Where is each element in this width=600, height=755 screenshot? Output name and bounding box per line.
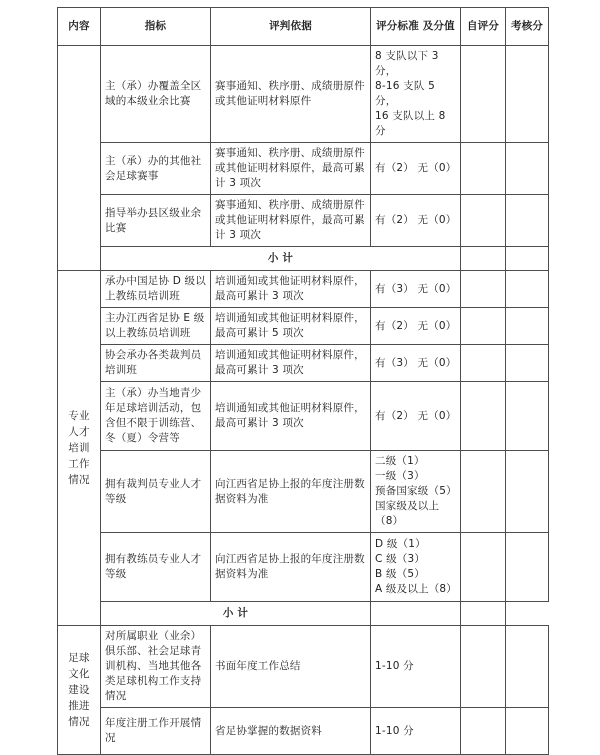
criteria-line: 一级（3） [375,470,425,482]
table-row [58,143,549,195]
criteria-cell [371,143,461,195]
table-row [58,46,549,143]
evaluation-table [57,7,549,755]
criteria-line: 有（2） 无（0） [375,319,457,332]
table-header-row [58,8,549,46]
category-line: 建设 [68,684,90,696]
review-score-cell[interactable] [506,308,549,345]
category-line: 培训 [68,442,90,454]
self-score-cell[interactable] [461,382,506,451]
indicator-cell: 主（承）办当地青少年足球培训活动，包含但不限于训练营、冬（夏）令营等 [101,382,211,451]
basis-cell: 赛事通知、秩序册、成绩册原件或其他证明材料原件，最高可累计 3 项次 [211,195,371,247]
category-cell-section-1 [58,271,101,626]
criteria-cell [371,708,461,755]
self-score-cell[interactable] [461,308,506,345]
category-line: 情况 [68,716,90,728]
category-line: 人才 [68,426,90,438]
indicator-cell: 主（承）办覆盖全区域的本级业余比赛 [101,46,211,143]
self-score-cell[interactable] [461,533,506,602]
subtotal-row [58,247,549,271]
indicator-cell: 协会承办各类裁判员培训班 [101,345,211,382]
subtotal-review-score-cell[interactable] [506,247,549,271]
criteria-cell [371,345,461,382]
column-header-self-score: 自评分 [461,8,506,46]
review-score-cell[interactable] [506,451,549,533]
table-row [58,533,549,602]
criteria-line: 有（3） 无（0） [375,282,457,295]
criteria-cell [371,382,461,451]
basis-cell: 向江西省足协上报的年度注册数据资料为准 [211,533,371,602]
basis-cell: 培训通知或其他证明材料原件，最高可累计 3 项次 [211,271,371,308]
subtotal-self-score-cell[interactable] [371,602,461,626]
criteria-header-line-2: 及分值 [422,20,455,32]
criteria-line: 1-10 分 [375,724,414,737]
criteria-line: 有（2） 无（0） [375,409,457,422]
criteria-line: 国家级及以上（8） [375,500,440,527]
criteria-line: D 级（1） [375,538,426,550]
basis-cell: 向江西省足协上报的年度注册数据资料为准 [211,451,371,533]
criteria-line: B 级（5） [375,568,425,580]
criteria-line: 1-10 分 [375,660,414,672]
indicator-cell: 拥有裁判员专业人才等级 [101,451,211,533]
indicator-cell: 对所属职业（业余）俱乐部、社会足球青训机构、当地其他各类足球机构工作支持情况 [101,626,211,708]
indicator-cell: 主办江西省足协 E 级以上教练员培训班 [101,308,211,345]
column-header-review-score: 考核分 [506,8,549,46]
category-line: 专业 [68,410,90,422]
basis-cell: 赛事通知、秩序册、成绩册原件或其他证明材料原件 [211,46,371,143]
criteria-line: 二级（1） [375,455,425,467]
indicator-cell: 承办中国足协 D 级以上教练员培训班 [101,271,211,308]
self-score-cell[interactable] [461,271,506,308]
table-row [58,345,549,382]
review-score-cell[interactable] [506,708,549,755]
indicator-cell: 年度注册工作开展情况 [101,708,211,755]
criteria-cell [371,626,461,708]
self-score-cell[interactable] [461,143,506,195]
self-score-cell[interactable] [461,708,506,755]
indicator-cell: 拥有教练员专业人才等级 [101,533,211,602]
table-row [58,708,549,755]
column-header-criteria [371,8,461,46]
self-score-cell[interactable] [461,46,506,143]
criteria-cell [371,308,461,345]
basis-cell: 书面年度工作总结 [211,626,371,708]
criteria-line: 有（3） 无（0） [375,356,457,369]
criteria-header-line-1: 评分标准 [376,20,419,32]
column-header-indicator: 指标 [101,8,211,46]
category-cell-section-2 [58,626,101,755]
table-row [58,195,549,247]
basis-cell: 培训通知或其他证明材料原件，最高可累计 3 项次 [211,345,371,382]
basis-cell: 培训通知或其他证明材料原件，最高可累计 3 项次 [211,382,371,451]
evaluation-sheet [57,7,548,755]
category-line: 推进 [68,700,90,712]
category-line: 情况 [68,474,90,486]
review-score-cell[interactable] [506,345,549,382]
criteria-cell [371,195,461,247]
subtotal-self-score-cell[interactable] [461,247,506,271]
basis-cell: 赛事通知、秩序册、成绩册原件或其他证明材料原件，最高可累计 3 项次 [211,143,371,195]
criteria-line: 8-16 支队 5 分， [375,80,435,107]
category-cell-section-0 [58,46,101,271]
indicator-cell: 指导举办县区级业余比赛 [101,195,211,247]
criteria-line: 有（2） 无（0） [375,214,457,226]
indicator-cell: 主（承）办的其他社会足球赛事 [101,143,211,195]
self-score-cell[interactable] [461,345,506,382]
review-score-cell[interactable] [506,533,549,602]
subtotal-label: 小 计 [101,602,371,626]
review-score-cell[interactable] [506,271,549,308]
self-score-cell[interactable] [461,626,506,708]
table-row [58,382,549,451]
subtotal-label: 小 计 [101,247,461,271]
review-score-cell[interactable] [506,382,549,451]
criteria-cell [371,46,461,143]
criteria-line: 有（2） 无（0） [375,162,457,174]
column-header-content: 内容 [58,8,101,46]
review-score-cell[interactable] [506,46,549,143]
criteria-line: 8 支队以下 3 分， [375,50,439,77]
table-row [58,308,549,345]
criteria-line: C 级（3） [375,553,426,565]
criteria-cell [371,271,461,308]
table-row [58,451,549,533]
criteria-line: 预备国家级（5） [375,485,457,497]
category-line: 工作 [68,458,90,470]
criteria-cell [371,533,461,602]
category-line: 足球 [68,652,90,664]
table-row [58,271,549,308]
review-score-cell[interactable] [506,195,549,247]
table-row [58,626,549,708]
column-header-basis: 评判依据 [211,8,371,46]
review-score-cell[interactable] [506,143,549,195]
self-score-cell[interactable] [461,451,506,533]
criteria-line: A 级及以上（8） [375,583,458,595]
basis-cell: 省足协掌握的数据资料 [211,708,371,755]
subtotal-row [58,602,549,626]
subtotal-review-score-cell[interactable] [461,602,506,626]
basis-cell: 培训通知或其他证明材料原件，最高可累计 5 项次 [211,308,371,345]
criteria-line: 16 支队以上 8 分 [375,110,446,137]
criteria-cell [371,451,461,533]
review-score-cell[interactable] [506,626,549,708]
self-score-cell[interactable] [461,195,506,247]
category-line: 文化 [68,668,90,680]
